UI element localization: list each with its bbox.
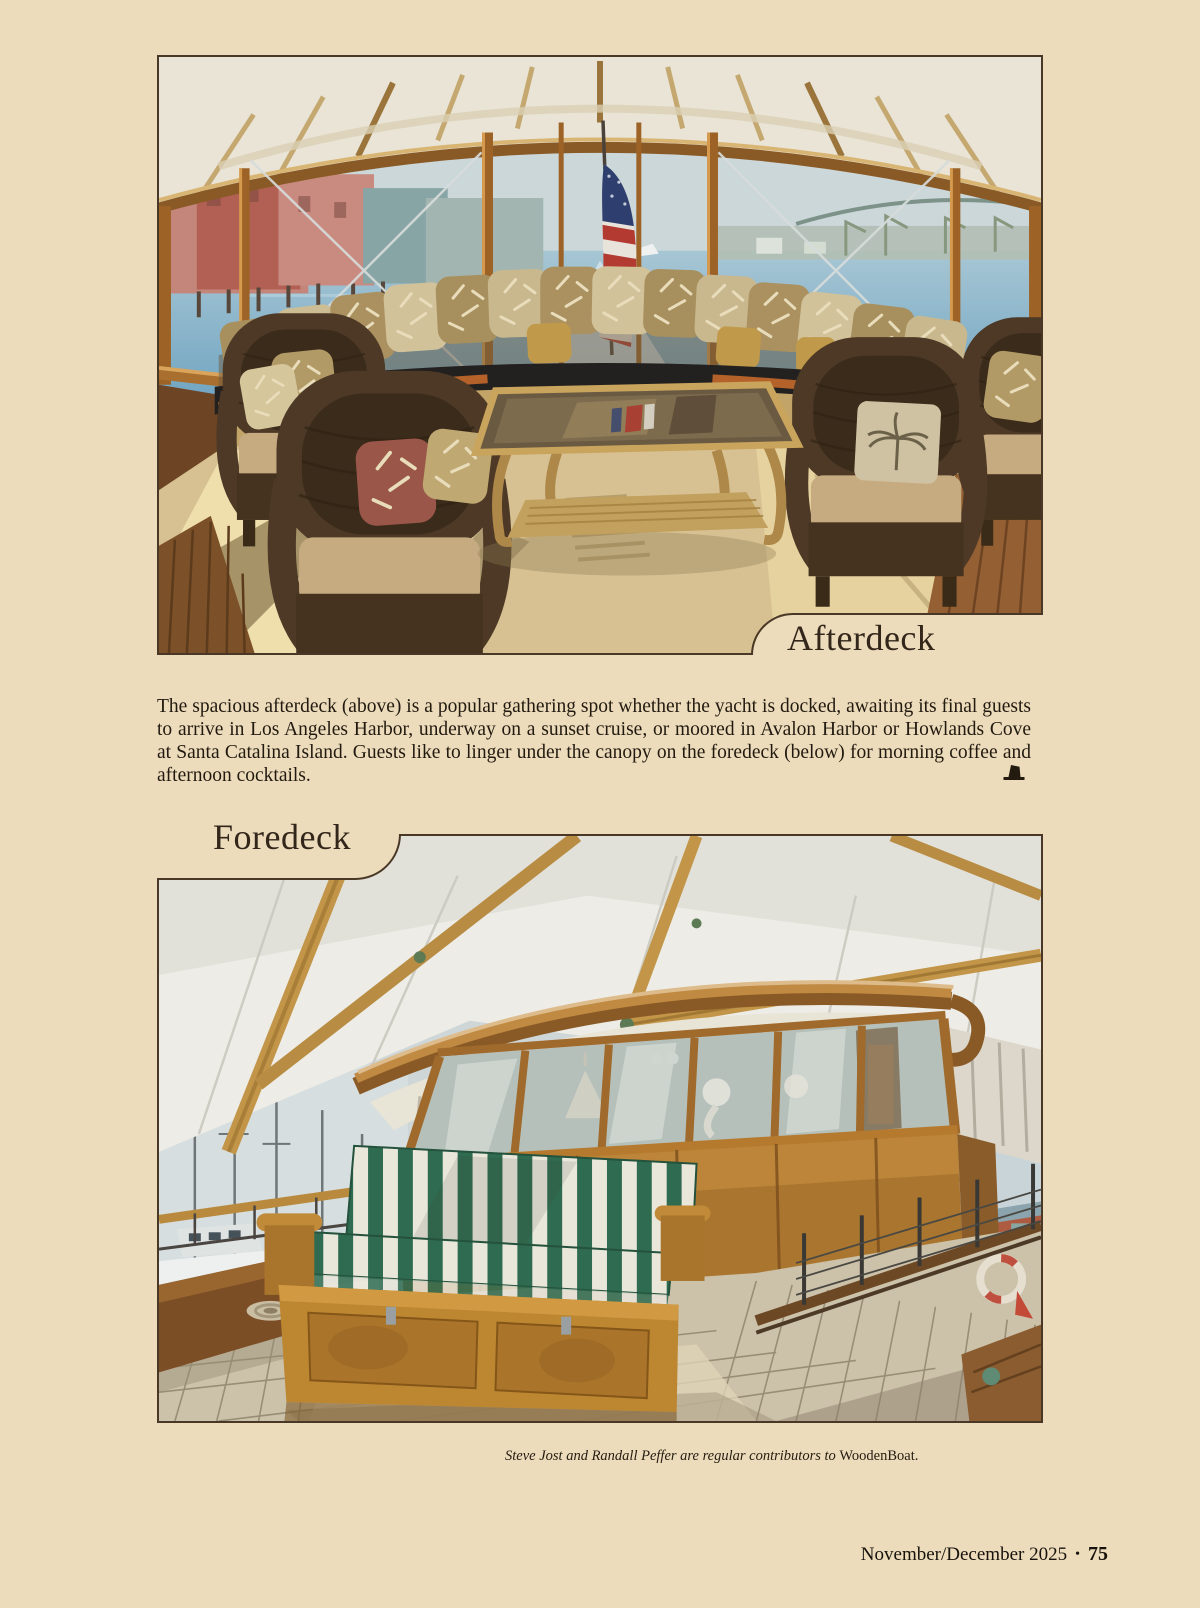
footer-bullet: • (1075, 1547, 1080, 1562)
magazine-name: WoodenBoat. (839, 1448, 919, 1464)
page-footer (861, 1543, 1108, 1566)
afterdeck-label: Afterdeck (787, 618, 936, 658)
afterdeck-scene (159, 57, 1041, 653)
foredeck-scene (159, 836, 1041, 1421)
foredeck-photo (157, 817, 1043, 1423)
foredeck-label-tab (157, 817, 401, 880)
footer-page-number: 75 (1088, 1543, 1108, 1565)
afterdeck-label-tab (751, 613, 1043, 658)
footer-issue: November/December 2025 (860, 1544, 1068, 1565)
hat-end-mark-icon (1002, 762, 1026, 781)
caption-text: The spacious afterdeck (above) is a popular gathering spot whether the yacht is docked, awaiting its final guests to arrive in Los Angeles Harbor, underway on a sunset cruise, or moored in Avalon Harbor or Howlands Cove at Santa Catalina Island. Guests like to linger under the canopy on the foredeck (below) for morning coffee and afternoon cocktails. (157, 696, 1031, 786)
afterdeck-photo (157, 55, 1043, 658)
credit-italic-text: Steve Jost and Randall Peffer are regular contributors to (505, 1448, 840, 1464)
foredeck-label: Foredeck (213, 817, 351, 857)
contributor-credit (505, 1448, 918, 1465)
